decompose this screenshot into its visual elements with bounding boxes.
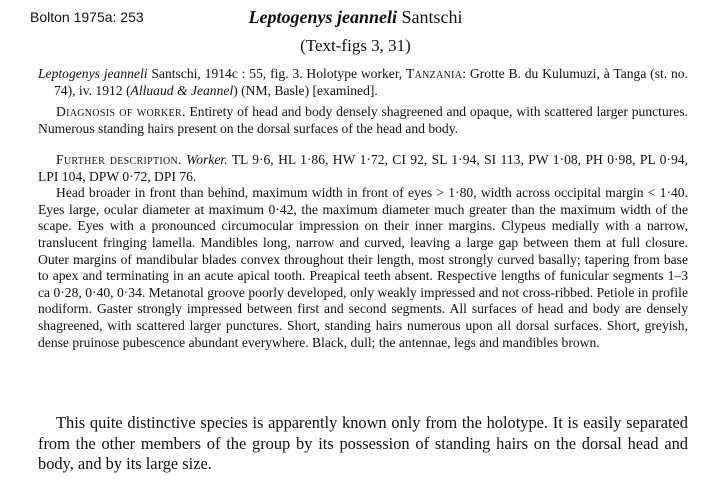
- type-record: [38, 66, 688, 99]
- citation: Bolton 1975a: 253: [30, 9, 144, 25]
- species-name: Leptogenys jeanneli: [248, 7, 397, 27]
- further-measures: TL 9·6, HL 1·86, HW 1·72, CI 92, SL 1·94, SI 113, PW 1·08, PH 0·98, PL 0·94, LPI 104, DPW 0·72, DPI 76.: [38, 152, 688, 184]
- type-record-country: Tanzania: [406, 66, 463, 81]
- closing-text: This quite distinctive species is apparently known only from the holotype. It is easily separated from the other members of the group by its possession of standing hairs on the dorsal head and body, and by its large size.: [38, 413, 688, 473]
- figure-reference: (Text-figs 3, 31): [300, 36, 411, 55]
- diagnosis-heading: Diagnosis of worker.: [56, 104, 186, 119]
- diagnosis-text: Entirety of head and body densely shagreened and opaque, with scattered larger punctures. Numerous standing hairs present on the dorsal surfaces of the head and body.: [38, 104, 688, 136]
- type-record-collectors: Alluaud & Jeannel: [130, 82, 234, 98]
- further-caste: Worker.: [186, 152, 228, 167]
- further-description-section: [38, 152, 688, 351]
- further-heading: Further description.: [56, 152, 182, 167]
- closing-section: [38, 413, 688, 475]
- diagnosis-section: [38, 104, 688, 137]
- species-title: [0, 7, 711, 28]
- type-record-species: Leptogenys jeanneli: [38, 66, 148, 81]
- type-record-text-b: : Grotte B. du Kulumuzi, à Tanga (st. no. 74), iv. 1912 (: [54, 66, 688, 98]
- species-author: Santschi: [401, 7, 463, 27]
- description-text: Head broader in front than behind, maximum width in front of eyes > 1·80, width across occipital margin < 1·40. Eyes large, ocular diameter at maximum 0·42, the maximum diameter much greater than the maximum width of the scape. Eyes with a pronounced circumocular impression on their inner margins. Clypeus medially with a narrow, translucent fringing lamella. Mandibles long, narrow and curved, leaving a large gap between them at full closure. Outer margins of mandibular blades convex throughout their length, most strongly curved basally; tapering from base to apex and terminating in an acute apical tooth. Preapical teeth absent. Respective lengths of funicular segments 1–3 ca 0·28, 0·40, 0·34. Metanotal groove poorly developed, only weakly impressed and not cross-ribbed. Petiole in profile nodiform. Gaster strongly impressed between first and second segments. All surfaces of head and body are densely shagreened, with scattered larger punctures. Short, standing hairs numerous upon all dorsal surfaces. Short, greyish, dense pruinose pubescence abundant everywhere. Black, dull; the antennae, legs and mandibles brown.: [38, 185, 688, 350]
- type-record-text-a: Santschi, 1914c : 55, fig. 3. Holotype worker,: [151, 66, 403, 81]
- type-record-text-c: ) (NM, Basle) [examined].: [233, 82, 378, 98]
